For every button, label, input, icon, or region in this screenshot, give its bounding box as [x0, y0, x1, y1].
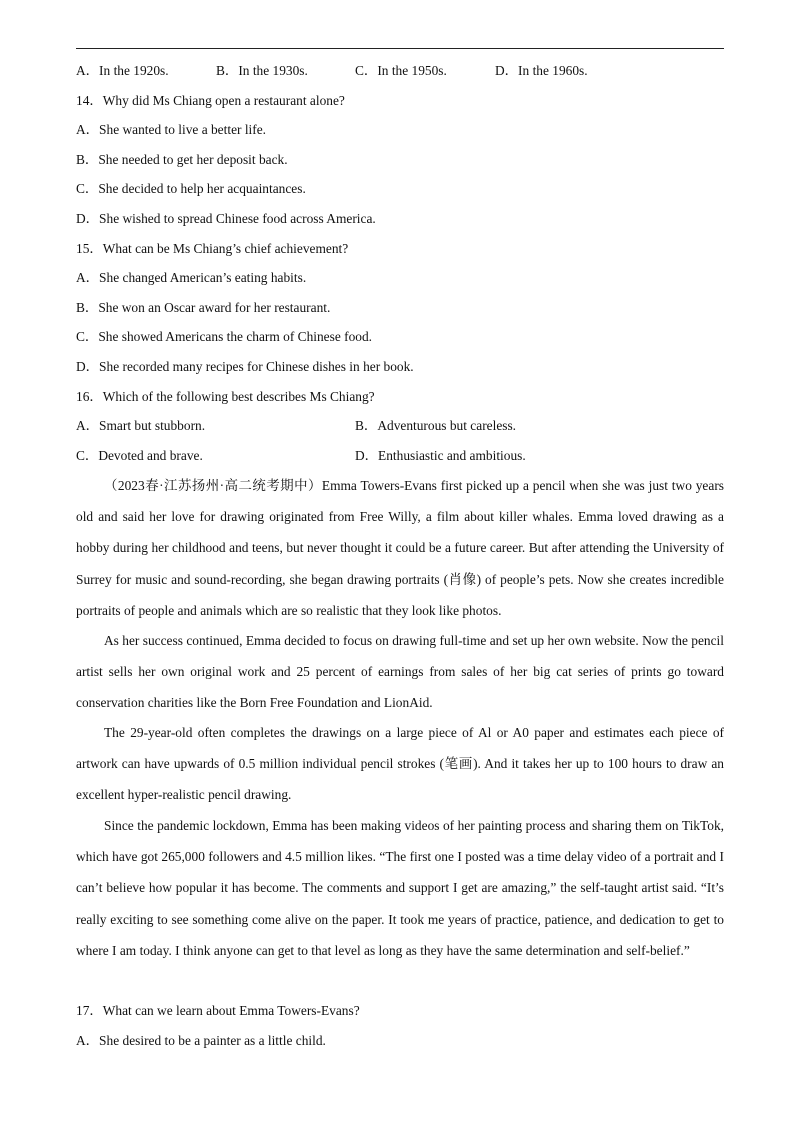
q13-options	[76, 63, 724, 79]
q16-option-d: D．Enthusiastic and ambitious.	[355, 448, 526, 463]
q15-question: 15．What can be Ms Chiang’s chief achievement?	[76, 241, 349, 256]
q14-option-c: C．She decided to help her acquaintances.	[76, 181, 306, 196]
q15-option-b: B．She won an Oscar award for her restaurant.	[76, 300, 331, 315]
passage-paragraph-4: Since the pandemic lockdown, Emma has been making videos of her painting process and sharing them on TikTok, which have got 265,000 followers and 4.5 million likes. “The first one I posted was a time delay video of a portrait and I can’t believe how popular it has become. The comments and support I get are amazing,” the self-taught artist said. “It’s really exciting to see something come alive on the paper. It took me years of practice, patience, and dedication to get to where I am today. I think anyone can get to that level as long as they have the same determination and self-belief.”	[76, 818, 724, 958]
q13-option-a: A．In the 1920s.	[76, 63, 169, 78]
q15-option-a: A．She changed American’s eating habits.	[76, 270, 307, 285]
q17-question: 17．What can we learn about Emma Towers-Evans?	[76, 1003, 360, 1018]
q14-question: 14．Why did Ms Chiang open a restaurant alone?	[76, 93, 345, 108]
q14-option-b: B．She needed to get her deposit back.	[76, 152, 288, 167]
q16-option-c: C．Devoted and brave.	[76, 448, 203, 463]
q13-option-d: D．In the 1960s.	[495, 63, 588, 78]
q16-options-row-1	[76, 418, 724, 434]
passage-paragraph-3: The 29-year-old often completes the drawings on a large piece of Al or A0 paper and estimates each piece of artwork can have upwards of 0.5 million individual pencil strokes (笔画). And it takes her up to 100 hours to draw an excellent hyper-realistic pencil drawing.	[76, 725, 724, 803]
passage-paragraph-1	[76, 470, 724, 626]
q14-option-d: D．She wished to spread Chinese food across America.	[76, 211, 376, 226]
q16-question: 16．Which of the following best describes Ms Chiang?	[76, 389, 375, 404]
q16-option-a: A．Smart but stubborn.	[76, 418, 206, 433]
passage-source: （2023春·江苏扬州·高二统考期中）	[104, 478, 322, 493]
q16-option-b: B．Adventurous but careless.	[355, 418, 517, 433]
q16-options-row-2	[76, 448, 724, 464]
header-rule	[76, 48, 724, 49]
passage-paragraph-1-text: Emma Towers-Evans first picked up a pencil when she was just two years old and said her love for drawing originated from Free Willy, a film about killer whales. Emma loved drawing as a hobby during her childhood and teens, but never thought it could be a future career. But after attending the University of Surrey for music and sound-recording, she began drawing portraits (肖像) of people’s pets. Now she creates incredible portraits of people and animals which are so realistic that they look like photos.	[76, 478, 724, 618]
q17-option-a: A．She desired to be a painter as a little child.	[76, 1033, 326, 1048]
passage-paragraph-2: As her success continued, Emma decided to focus on drawing full-time and set up her own website. Now the pencil artist sells her own original work and 25 percent of earnings from sales of her big cat series of prints go toward conservation charities like the Born Free Foundation and LionAid.	[76, 633, 724, 711]
q13-option-b: B．In the 1930s.	[216, 63, 308, 78]
q15-option-c: C．She showed Americans the charm of Chinese food.	[76, 329, 373, 344]
q14-option-a: A．She wanted to live a better life.	[76, 122, 267, 137]
q15-option-d: D．She recorded many recipes for Chinese dishes in her book.	[76, 359, 414, 374]
q13-option-c: C．In the 1950s.	[355, 63, 447, 78]
